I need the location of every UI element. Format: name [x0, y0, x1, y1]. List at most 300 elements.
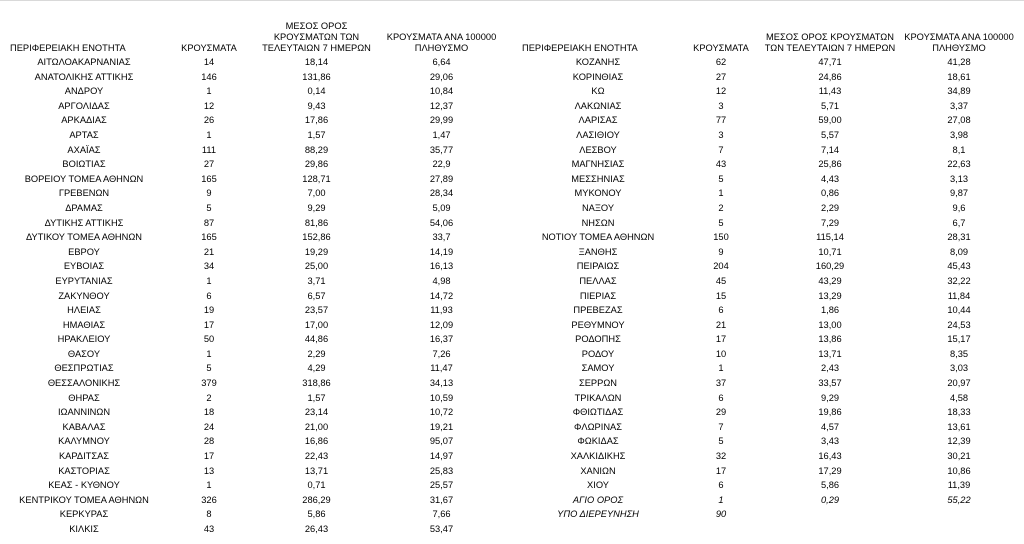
table-row	[516, 99, 1020, 114]
table-row	[516, 391, 1020, 406]
table-row	[516, 318, 1020, 333]
per100k-cell: 35,77	[429, 144, 454, 155]
avg7-cell: 3,43	[820, 436, 840, 447]
region-cell: ΖΑΚΥΝΘΟΥ	[58, 290, 110, 301]
per100k-cell: 14,97	[429, 451, 454, 462]
cases-cell: 5	[206, 202, 212, 213]
table-row	[4, 493, 504, 508]
cases-cell: 5	[206, 363, 212, 374]
cases-cell: 1	[206, 86, 212, 97]
header-cases: ΚΡΟΥΣΜΑΤΑ	[693, 43, 749, 53]
avg7-cell: 1,86	[820, 305, 840, 316]
per100k-cell: 14,19	[429, 246, 454, 257]
avg7-cell: 0,14	[307, 86, 326, 97]
region-cell: ΜΑΓΝΗΣΙΑΣ	[571, 159, 625, 170]
per100k-cell: 4,98	[432, 275, 451, 286]
region-cell: ΑΡΤΑΣ	[69, 129, 99, 140]
header-avg7: ΜΕΣΟΣ ΟΡΟΣ ΚΡΟΥΣΜΑΤΩΝ ΤΩΝ ΤΕΛΕΥΤΑΙΩΝ 7 ΗΜΕΡΩΝ	[764, 32, 896, 53]
table-row	[516, 230, 1020, 245]
table-row	[4, 434, 504, 449]
avg7-cell: 3,71	[307, 275, 326, 286]
per100k-cell	[898, 507, 1020, 522]
avg7-cell: 13,29	[818, 290, 842, 301]
cases-cell: 1	[718, 363, 724, 374]
avg7-cell: 9,43	[307, 100, 326, 111]
cases-cell: 7	[718, 421, 724, 432]
avg7-cell: 43,29	[818, 275, 842, 286]
avg7-cell: 5,71	[820, 100, 840, 111]
table-row	[516, 478, 1020, 493]
per100k-cell: 33,7	[432, 232, 451, 243]
avg7-cell: 2,29	[307, 348, 326, 359]
cases-cell: 43	[203, 524, 215, 534]
avg7-cell: 4,29	[307, 363, 326, 374]
table-row	[516, 347, 1020, 362]
region-cell: ΜΕΣΣΗΝΙΑΣ	[571, 173, 625, 184]
avg7-cell: 1,57	[307, 392, 326, 403]
avg7-cell: 19,86	[818, 407, 842, 418]
region-cell: ΘΕΣΠΡΩΤΙΑΣ	[54, 363, 114, 374]
region-cell: ΜΥΚΟΝΟΥ	[574, 188, 622, 199]
region-cell: ΚΟΖΑΝΗΣ	[575, 57, 621, 67]
table-row	[516, 449, 1020, 464]
cases-cell: 6	[718, 480, 724, 491]
avg7-cell: 9,29	[307, 202, 326, 213]
table-row	[516, 55, 1020, 70]
cases-cell: 150	[713, 232, 729, 243]
avg7-cell: 18,14	[304, 57, 329, 67]
region-cell: ΤΡΙΚΑΛΩΝ	[574, 392, 622, 403]
cases-cell: 10	[715, 348, 727, 359]
per100k-cell: 29,06	[429, 71, 454, 82]
region-cell: ΕΥΡΥΤΑΝΙΑΣ	[55, 275, 113, 286]
avg7-cell: 7,00	[307, 188, 326, 199]
cases-cell: 6	[206, 290, 212, 301]
region-cell: ΦΛΩΡΙΝΑΣ	[573, 421, 623, 432]
table-row	[516, 172, 1020, 187]
per100k-cell: 11,93	[430, 305, 453, 316]
per100k-cell: 34,89	[947, 86, 971, 97]
table-row	[516, 259, 1020, 274]
cases-cell: 17	[715, 334, 727, 345]
table-row	[4, 230, 504, 245]
avg7-cell: 17,86	[304, 115, 329, 126]
per100k-cell: 10,86	[947, 465, 971, 476]
per100k-cell: 12,09	[429, 319, 454, 330]
table-row	[4, 464, 504, 479]
cases-cell: 165	[201, 232, 217, 243]
avg7-cell: 81,86	[304, 217, 329, 228]
table-row	[4, 157, 504, 172]
region-cell: ΝΑΞΟΥ	[581, 202, 615, 213]
cases-cell: 6	[718, 305, 724, 316]
region-cell: ΕΒΡΟΥ	[68, 246, 100, 257]
per100k-cell: 16,37	[429, 334, 454, 345]
region-cell: ΦΘΙΩΤΙΔΑΣ	[572, 407, 624, 418]
table-row	[4, 201, 504, 216]
cases-cell: 24	[203, 421, 215, 432]
per100k-cell: 24,53	[947, 319, 971, 330]
per100k-cell: 8,09	[949, 246, 969, 257]
region-cell: ΚΑΣΤΟΡΙΑΣ	[58, 465, 110, 476]
cases-cell: 21	[203, 246, 215, 257]
per100k-cell: 7,66	[432, 509, 451, 520]
region-cell: ΣΑΜΟΥ	[581, 363, 615, 374]
header-avg7: ΜΕΣΟΣ ΟΡΟΣ ΚΡΟΥΣΜΑΤΩΝ ΤΩΝ ΤΕΛΕΥΤΑΙΩΝ 7 ΗΜΕΡΩΝ	[262, 21, 371, 53]
per100k-cell: 1,47	[432, 129, 451, 140]
cases-cell: 15	[715, 290, 727, 301]
table-row	[516, 420, 1020, 435]
avg7-cell: 59,00	[818, 115, 842, 126]
per100k-cell: 6,64	[432, 57, 451, 67]
right-table-body	[516, 55, 1020, 522]
cases-cell: 9	[206, 188, 212, 199]
table-row	[516, 70, 1020, 85]
cases-cell: 2	[718, 202, 724, 213]
avg7-cell: 9,29	[820, 392, 840, 403]
cases-cell: 12	[203, 100, 215, 111]
avg7-cell: 25,86	[818, 159, 842, 170]
left-header-row	[4, 15, 504, 55]
region-cell: ΚΑΡΔΙΤΣΑΣ	[58, 451, 110, 462]
cases-cell: 7	[718, 144, 724, 155]
per100k-cell: 9,6	[952, 202, 966, 213]
table-row	[516, 143, 1020, 158]
avg7-cell: 0,29	[820, 494, 840, 505]
region-cell: ΗΜΑΘΙΑΣ	[62, 319, 106, 330]
cases-cell: 2	[206, 392, 212, 403]
per100k-cell: 28,34	[429, 188, 454, 199]
region-cell: ΘΕΣΣΑΛΟΝΙΚΗΣ	[47, 378, 121, 389]
cases-cell: 17	[203, 451, 215, 462]
table-row	[516, 361, 1020, 376]
region-cell: ΗΛΕΙΑΣ	[67, 305, 101, 316]
per100k-cell: 32,22	[947, 275, 971, 286]
region-cell: ΘΗΡΑΣ	[68, 392, 100, 403]
header-region: ΠΕΡΙΦΕΡΕΙΑΚΗ ΕΝΟΤΗΤΑ	[522, 43, 638, 53]
region-cell: ΦΩΚΙΔΑΣ	[577, 436, 619, 447]
table-row	[4, 318, 504, 333]
per100k-cell: 20,97	[947, 378, 971, 389]
region-cell: ΑΙΤΩΛΟΑΚΑΡΝΑΝΙΑΣ	[37, 57, 131, 67]
region-cell: ΑΓΙΟ ΟΡΟΣ	[572, 494, 624, 505]
avg7-cell: 16,43	[818, 451, 842, 462]
avg7-cell: 5,86	[820, 480, 840, 491]
table-row	[516, 332, 1020, 347]
cases-cell: 13	[203, 465, 215, 476]
table-row	[516, 274, 1020, 289]
per100k-cell: 18,33	[947, 407, 971, 418]
region-cell: ΠΡΕΒΕΖΑΣ	[573, 305, 623, 316]
cases-cell: 17	[203, 319, 215, 330]
avg7-cell: 16,86	[304, 436, 329, 447]
cases-cell: 29	[715, 407, 727, 418]
table-row	[516, 303, 1020, 318]
avg7-cell: 318,86	[302, 378, 331, 389]
table-row	[516, 157, 1020, 172]
avg7-cell: 286,29	[302, 494, 331, 505]
cases-cell: 3	[718, 100, 724, 111]
per100k-cell: 8,1	[952, 144, 966, 155]
region-cell: ΡΟΔΟΥ	[581, 348, 615, 359]
table-row	[4, 347, 504, 362]
region-cell: ΚΑΛΥΜΝΟΥ	[58, 436, 110, 447]
table-row	[516, 405, 1020, 420]
per100k-cell: 13,61	[947, 421, 971, 432]
cases-cell: 19	[203, 305, 215, 316]
region-cell: ΛΕΣΒΟΥ	[579, 144, 617, 155]
cases-cell: 62	[715, 57, 727, 67]
avg7-cell: 7,29	[820, 217, 840, 228]
cases-cell: 5	[718, 173, 724, 184]
per100k-cell: 31,67	[429, 494, 454, 505]
cases-cell: 146	[201, 71, 217, 82]
per100k-cell: 3,13	[949, 173, 969, 184]
region-cell: ΥΠΟ ΔΙΕΡΕΥΝΗΣΗ	[557, 509, 639, 520]
per100k-cell: 10,59	[429, 392, 454, 403]
region-cell: ΒΟΙΩΤΙΑΣ	[62, 159, 106, 170]
per100k-cell: 22,9	[432, 159, 451, 170]
table-row	[4, 99, 504, 114]
cases-cell: 1	[206, 275, 212, 286]
cases-cell: 87	[203, 217, 215, 228]
per100k-cell: 12,37	[429, 100, 454, 111]
avg7-cell: 160,29	[815, 261, 845, 272]
table-row	[516, 493, 1020, 508]
avg7-cell: 13,86	[818, 334, 842, 345]
cases-cell: 45	[715, 275, 727, 286]
avg7-cell: 24,86	[818, 71, 842, 82]
avg7-cell: 29,86	[304, 159, 329, 170]
region-cell: ΞΑΝΘΗΣ	[578, 246, 618, 257]
left-cases-table	[4, 15, 504, 537]
cases-cell: 6	[718, 392, 724, 403]
cases-cell: 18	[203, 407, 215, 418]
cases-cell: 1	[718, 188, 724, 199]
per100k-cell: 27,08	[947, 115, 971, 126]
per100k-cell: 34,13	[429, 378, 454, 389]
per100k-cell: 3,37	[949, 100, 969, 111]
cases-cell: 12	[715, 86, 727, 97]
per100k-cell: 6,7	[952, 217, 966, 228]
avg7-cell: 21,00	[304, 421, 329, 432]
region-cell: ΧΑΝΙΩΝ	[580, 465, 616, 476]
avg7-cell: 0,71	[307, 480, 326, 491]
avg7-cell: 47,71	[818, 57, 842, 67]
cases-cell: 26	[203, 115, 215, 126]
cases-cell: 90	[715, 509, 727, 520]
table-row	[516, 376, 1020, 391]
avg7-cell: 13,00	[818, 319, 842, 330]
table-row	[4, 449, 504, 464]
table-row	[4, 216, 504, 231]
per100k-cell: 4,58	[949, 392, 969, 403]
region-cell: ΘΑΣΟΥ	[67, 348, 101, 359]
cases-cell: 204	[713, 261, 729, 272]
region-cell: ΛΑΚΩΝΙΑΣ	[574, 100, 622, 111]
cases-cell: 8	[206, 509, 212, 520]
region-cell: ΔΥΤΙΚΗΣ ΑΤΤΙΚΗΣ	[44, 217, 124, 228]
cases-cell: 50	[203, 334, 215, 345]
avg7-cell: 13,71	[818, 348, 842, 359]
cases-cell: 379	[201, 378, 217, 389]
avg7-cell: 10,71	[818, 246, 842, 257]
cases-cell: 5	[718, 436, 724, 447]
per100k-cell: 5,09	[432, 202, 451, 213]
avg7-cell: 33,57	[818, 378, 842, 389]
avg7-cell: 2,43	[820, 363, 840, 374]
avg7-cell: 0,86	[820, 188, 840, 199]
cases-cell: 27	[203, 159, 215, 170]
region-cell: ΡΕΘΥΜΝΟΥ	[571, 319, 625, 330]
table-row	[4, 259, 504, 274]
avg7-cell: 6,57	[307, 290, 326, 301]
region-cell: ΑΝΑΤΟΛΙΚΗΣ ΑΤΤΙΚΗΣ	[34, 71, 134, 82]
header-per100k: ΚΡΟΥΣΜΑΤΑ ΑΝΑ 100000 ΠΛΗΘΥΣΜΟ	[386, 32, 497, 53]
avg7-cell: 22,43	[304, 451, 329, 462]
per100k-cell: 45,43	[947, 261, 971, 272]
avg7-cell: 152,86	[302, 232, 331, 243]
cases-cell: 27	[715, 71, 727, 82]
avg7-cell: 19,29	[304, 246, 329, 257]
table-row	[4, 143, 504, 158]
header-region: ΠΕΡΙΦΕΡΕΙΑΚΗ ΕΝΟΤΗΤΑ	[10, 43, 126, 53]
right-table-panel	[516, 15, 1020, 522]
avg7-cell: 7,14	[820, 144, 840, 155]
table-row	[516, 113, 1020, 128]
region-cell: ΑΝΔΡΟΥ	[64, 86, 104, 97]
table-row	[4, 55, 504, 70]
per100k-cell: 11,47	[430, 363, 453, 374]
per100k-cell: 12,39	[947, 436, 971, 447]
table-row	[516, 186, 1020, 201]
table-row	[516, 245, 1020, 260]
region-cell: ΚΑΒΑΛΑΣ	[62, 421, 106, 432]
region-cell: ΝΗΣΩΝ	[581, 217, 615, 228]
region-cell: ΝΟΤΙΟΥ ΤΟΜΕΑ ΑΘΗΝΩΝ	[541, 232, 655, 243]
table-row	[4, 274, 504, 289]
region-cell: ΑΧΑΪΑΣ	[67, 144, 101, 155]
avg7-cell: 5,57	[820, 129, 840, 140]
cases-cell: 5	[718, 217, 724, 228]
per100k-cell: 53,47	[429, 524, 454, 534]
table-row	[516, 84, 1020, 99]
table-row	[4, 245, 504, 260]
per100k-cell: 55,22	[947, 494, 971, 505]
left-table-body	[4, 55, 504, 537]
cases-cell: 111	[201, 144, 217, 155]
region-cell: ΗΡΑΚΛΕΙΟΥ	[57, 334, 111, 345]
cases-cell: 9	[718, 246, 724, 257]
table-row	[4, 405, 504, 420]
region-cell: ΔΡΑΜΑΣ	[65, 202, 103, 213]
right-header-row	[516, 15, 1020, 55]
region-cell: ΚΟΡΙΝΘΙΑΣ	[572, 71, 624, 82]
right-cases-table	[516, 15, 1020, 522]
avg7-cell: 88,29	[304, 144, 329, 155]
region-cell: ΒΟΡΕΙΟΥ ΤΟΜΕΑ ΑΘΗΝΩΝ	[24, 173, 144, 184]
avg7-cell: 13,71	[304, 465, 329, 476]
header-per100k: ΚΡΟΥΣΜΑΤΑ ΑΝΑ 100000 ΠΛΗΘΥΣΜΟ	[904, 32, 1014, 53]
region-cell: ΕΥΒΟΙΑΣ	[63, 261, 105, 272]
avg7-cell: 4,57	[820, 421, 840, 432]
region-cell: ΚΩ	[591, 86, 605, 97]
per100k-cell: 10,44	[947, 305, 971, 316]
table-row	[4, 289, 504, 304]
table-row	[516, 289, 1020, 304]
per100k-cell: 22,63	[947, 159, 971, 170]
cases-cell: 77	[715, 115, 727, 126]
avg7-cell: 17,00	[304, 319, 329, 330]
region-cell: ΧΙΟΥ	[587, 480, 609, 491]
cases-cell: 37	[715, 378, 727, 389]
per100k-cell: 14,72	[429, 290, 454, 301]
region-cell: ΑΡΚΑΔΙΑΣ	[61, 115, 107, 126]
table-row	[4, 420, 504, 435]
left-table-panel	[4, 15, 504, 537]
region-cell: ΠΕΙΡΑΙΩΣ	[576, 261, 620, 272]
region-cell: ΚΕΝΤΡΙΚΟΥ ΤΟΜΕΑ ΑΘΗΝΩΝ	[19, 494, 149, 505]
per100k-cell: 10,84	[429, 86, 454, 97]
table-row	[4, 70, 504, 85]
per100k-cell: 10,72	[429, 407, 454, 418]
avg7-cell	[762, 507, 898, 522]
table-row	[516, 464, 1020, 479]
avg7-cell: 5,86	[307, 509, 326, 520]
cases-cell: 1	[206, 480, 212, 491]
avg7-cell: 25,00	[304, 261, 329, 272]
avg7-cell: 11,43	[818, 86, 842, 97]
region-cell: ΛΑΣΙΘΙΟΥ	[576, 129, 620, 140]
table-row	[4, 376, 504, 391]
per100k-cell: 3,98	[949, 129, 969, 140]
table-row	[4, 522, 504, 537]
per100k-cell: 3,03	[949, 363, 969, 374]
cases-cell: 3	[718, 129, 724, 140]
cases-cell: 1	[206, 348, 212, 359]
per100k-cell: 7,26	[432, 348, 451, 359]
per100k-cell: 95,07	[429, 436, 454, 447]
cases-cell: 32	[715, 451, 727, 462]
cases-cell: 21	[715, 319, 727, 330]
per100k-cell: 27,89	[429, 173, 454, 184]
region-cell: ΠΕΛΛΑΣ	[579, 275, 617, 286]
avg7-cell: 23,57	[304, 305, 329, 316]
per100k-cell: 9,87	[949, 188, 969, 199]
avg7-cell: 17,29	[818, 465, 842, 476]
region-cell: ΚΕΑΣ - ΚΥΘΝΟΥ	[48, 480, 120, 491]
per100k-cell: 41,28	[947, 57, 971, 67]
per100k-cell: 8,35	[949, 348, 969, 359]
cases-cell: 14	[203, 57, 215, 67]
cases-cell: 28	[203, 436, 215, 447]
avg7-cell: 128,71	[302, 173, 331, 184]
region-cell: ΡΟΔΟΠΗΣ	[575, 334, 621, 345]
cases-cell: 43	[715, 159, 727, 170]
region-cell: ΚΕΡΚΥΡΑΣ	[59, 509, 109, 520]
per100k-cell: 30,21	[947, 451, 971, 462]
table-row	[4, 478, 504, 493]
per100k-cell: 11,39	[947, 480, 971, 491]
table-row	[4, 332, 504, 347]
table-row	[4, 84, 504, 99]
per100k-cell: 54,06	[429, 217, 454, 228]
region-cell: ΓΡΕΒΕΝΩΝ	[58, 188, 110, 199]
table-row	[4, 303, 504, 318]
table-row	[4, 186, 504, 201]
cases-cell: 1	[718, 494, 724, 505]
cases-cell: 326	[201, 494, 217, 505]
